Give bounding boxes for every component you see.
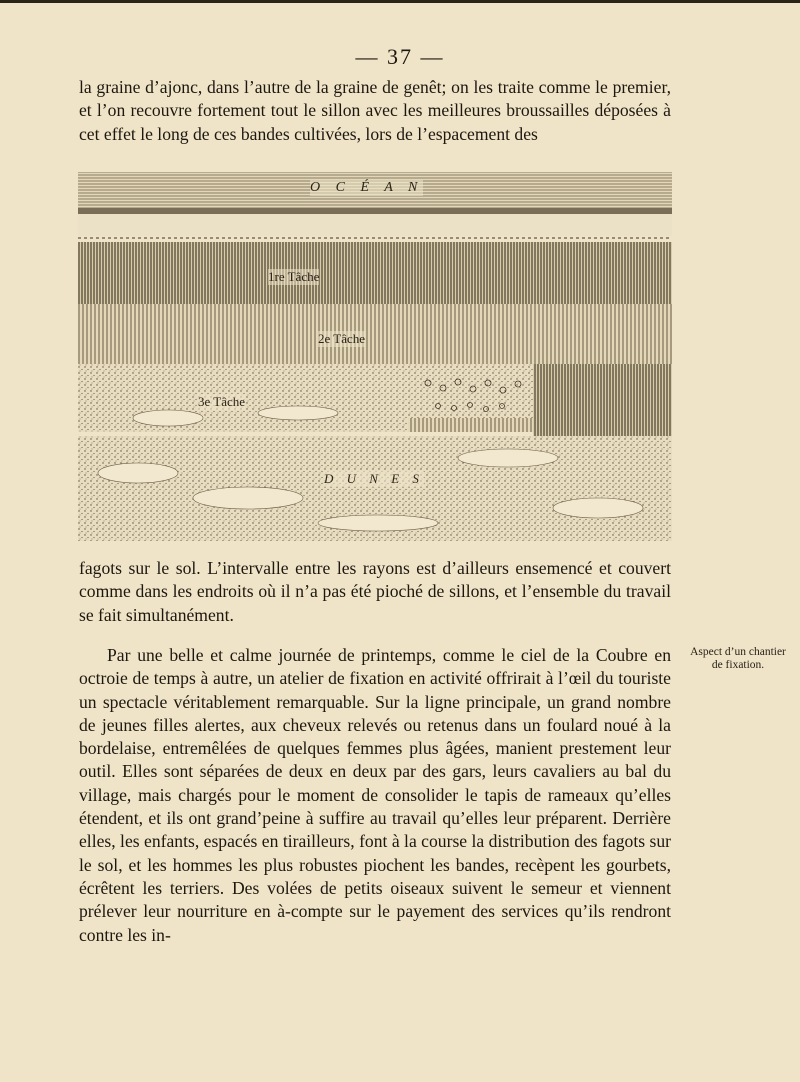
fixation-diagram	[78, 168, 672, 541]
paragraph-1-text: la graine d’ajonc, dans l’autre de la graine de genêt; on les traite comme le premier, et l’on recouvre fortement tout le sillon avec les meilleures broussailles déposées à cet effet le long de ces bandes cultivées, lors de l’espacement des	[79, 77, 671, 144]
tache-3-label: 3e Tâche	[198, 394, 246, 409]
tache-1-label: 1re Tâche	[268, 269, 320, 284]
paragraph-2-text: fagots sur le sol. L’intervalle entre les rayons est d’ailleurs ensemencé et couvert comme dans les endroits où il n’a pas été pioché de sillons, et l’ensemble du travail se fait simultanément.	[79, 558, 671, 625]
paragraph-3	[79, 644, 671, 947]
paragraph-2	[79, 557, 671, 627]
margin-note: Aspect d’un chantier de fixation.	[690, 646, 786, 671]
ocean-label: O C É A N	[310, 180, 424, 195]
page-top-edge	[0, 0, 800, 3]
dunes-label: D U N E S	[324, 471, 424, 486]
page-number: — 37 —	[355, 44, 445, 69]
tache-2-label: 2e Tâche	[318, 331, 366, 346]
paragraph-3-text: Par une belle et calme journée de printemps, comme le ciel de la Coubre en octroie de temps à autre, un atelier de fixation en activité offrirait à l’œil du touriste un spectacle véritablement remarquable. Sur la ligne principale, un grand nombre de jeunes filles alertes, aux cheveux relevés ou retenus dans un foulard noué à la bordelaise, entremêlées de quelques femmes plus âgées, manient prestement leur outil. Elles sont séparées de deux en deux par des gars, leurs cavaliers au bal du village, mais chargés pour le moment de consolider le tapis de rameaux qu’elles étendent, et ils ont grand’peine à suffire au travail qu’elles leur préparent. Derrière elles, les enfants, espacés en tirailleurs, font à la course la distribution des fagots sur le sol, et les hommes les plus robustes piochent les bandes, recèpent les gourbets, écrêtent les terriers. Des volées de petits oiseaux suivent le semeur et viennent prélever leur nourriture en à-compte sur le payement des services qu’ils rendront contre les in-	[79, 645, 671, 945]
paragraph-1	[79, 76, 671, 146]
